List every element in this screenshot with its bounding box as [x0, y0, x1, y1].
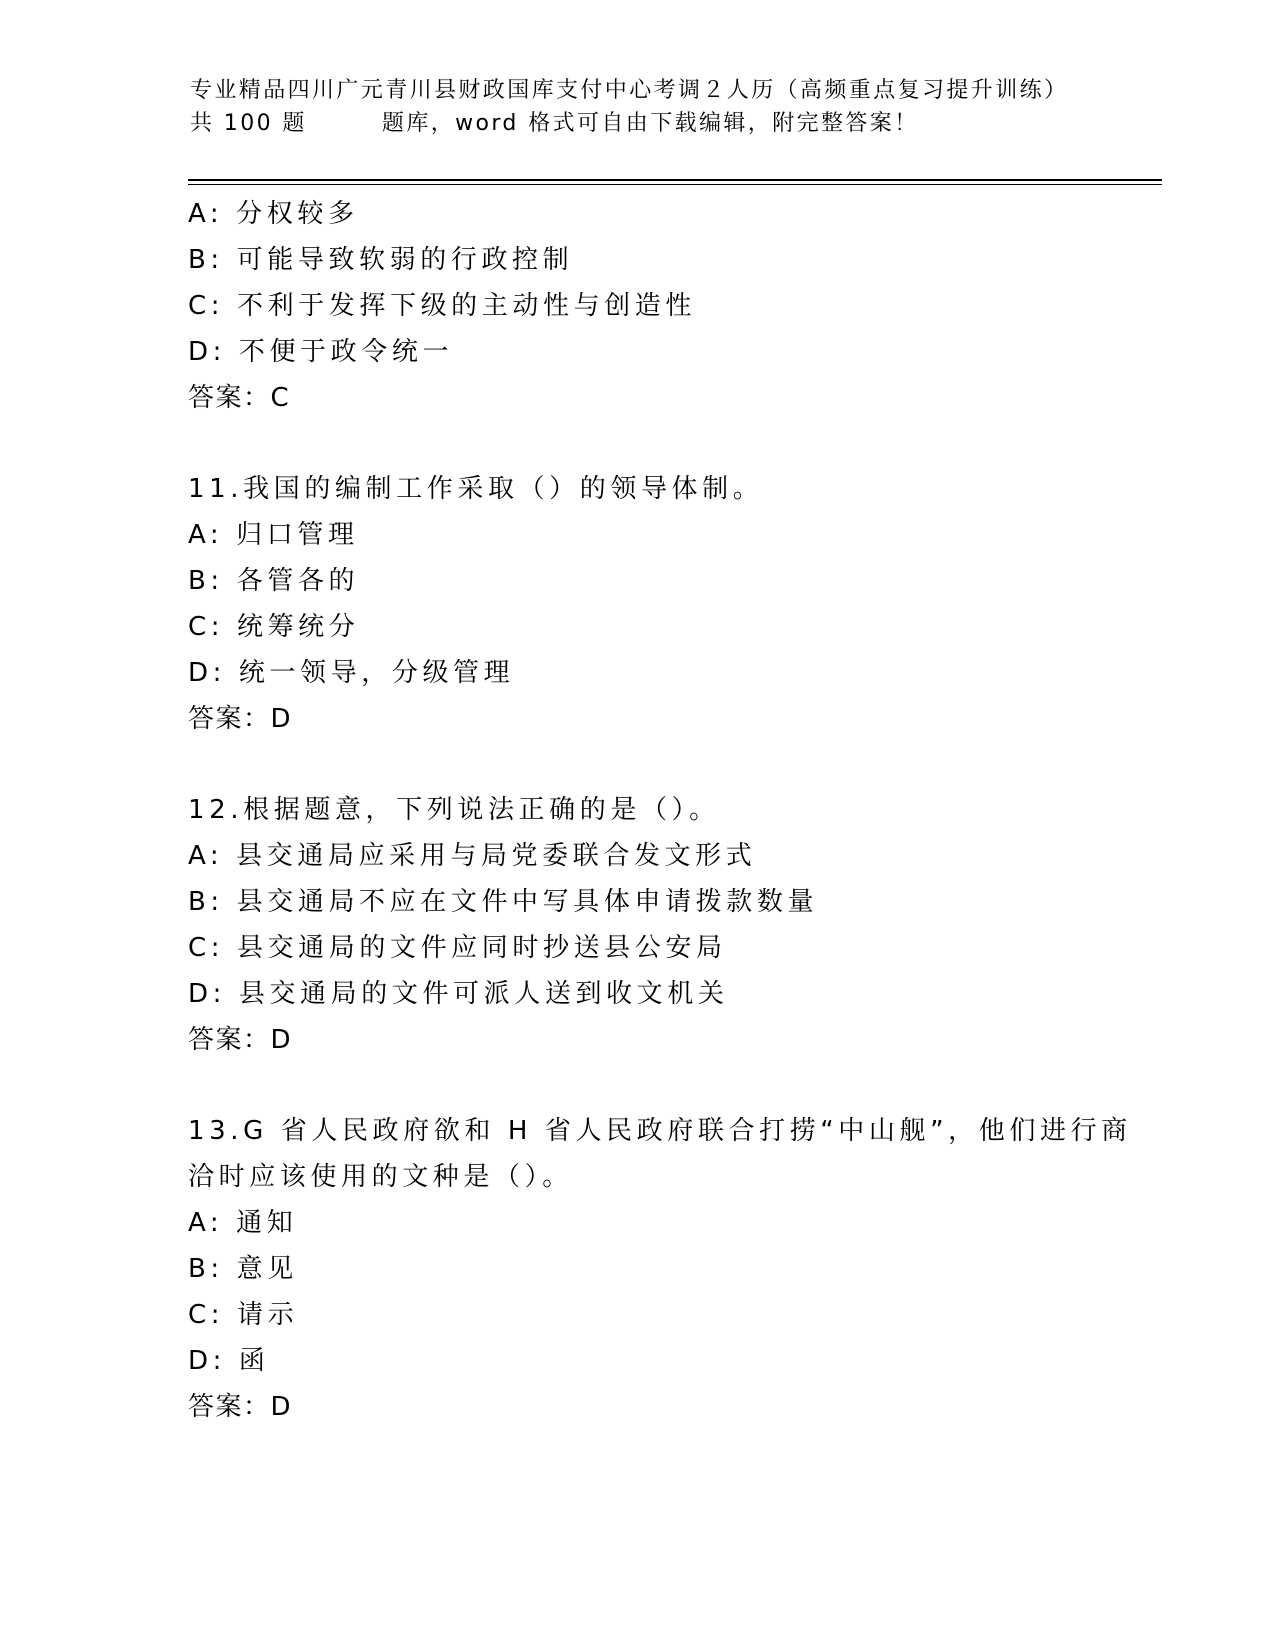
question-12: [188, 787, 1148, 1063]
spacer: [188, 742, 1148, 787]
question-stem: 12.根据题意，下列说法正确的是（）。: [188, 795, 720, 825]
option-d: D: 函: [188, 1346, 270, 1376]
option-b: B: 意见: [188, 1254, 298, 1284]
header-title: 专业精品四川广元青川县财政国库支付中心考调２人历（高频重点复习提升训练）: [190, 78, 1069, 103]
option-b: B: 可能导致软弱的行政控制: [188, 245, 574, 275]
option-a: A: 县交通局应采用与局党委联合发文形式: [188, 841, 757, 871]
spacer: [188, 1063, 1148, 1108]
question-stem: 11.我国的编制工作采取（）的领导体制。: [188, 474, 764, 504]
option-c: C: 请示: [188, 1300, 299, 1330]
answer-line: 答案：D: [188, 1025, 293, 1055]
answer-line: 答案：D: [188, 704, 293, 734]
question-13: [188, 1108, 1148, 1430]
header-divider-thick: [188, 179, 1162, 181]
question-list: [188, 191, 1148, 1430]
option-c: C: 统筹统分: [188, 612, 360, 642]
option-d: D: 县交通局的文件可派人送到收文机关: [188, 979, 729, 1009]
option-c: C: 不利于发挥下级的主动性与创造性: [188, 291, 696, 321]
option-c: C: 县交通局的文件应同时抄送县公安局: [188, 933, 727, 963]
question-stem-line-2: 洽时应该使用的文种是（）。: [188, 1162, 573, 1192]
option-d: D: 不便于政令统一: [188, 337, 454, 367]
question-stem-line-1: 13.G 省人民政府欲和 H 省人民政府联合打捞“中山舰”，他们进行商: [188, 1116, 1132, 1146]
spacer: [188, 421, 1148, 466]
answer-line: 答案：C: [188, 383, 291, 413]
option-b: B: 县交通局不应在文件中写具体申请拨款数量: [188, 887, 819, 917]
option-a: A: 归口管理: [188, 520, 359, 550]
header-divider-thin: [188, 184, 1162, 185]
document-header: [190, 74, 1068, 140]
option-b: B: 各管各的: [188, 566, 360, 596]
option-a: A: 通知: [188, 1208, 298, 1238]
option-a: A: 分权较多: [188, 199, 359, 229]
question-11: [188, 466, 1148, 742]
answer-line: 答案：D: [188, 1392, 293, 1422]
option-d: D: 统一领导，分级管理: [188, 658, 515, 688]
header-subtitle: 共 100 题 题库，word 格式可自由下载编辑，附完整答案！: [190, 111, 919, 136]
question-continued: [188, 191, 1148, 421]
